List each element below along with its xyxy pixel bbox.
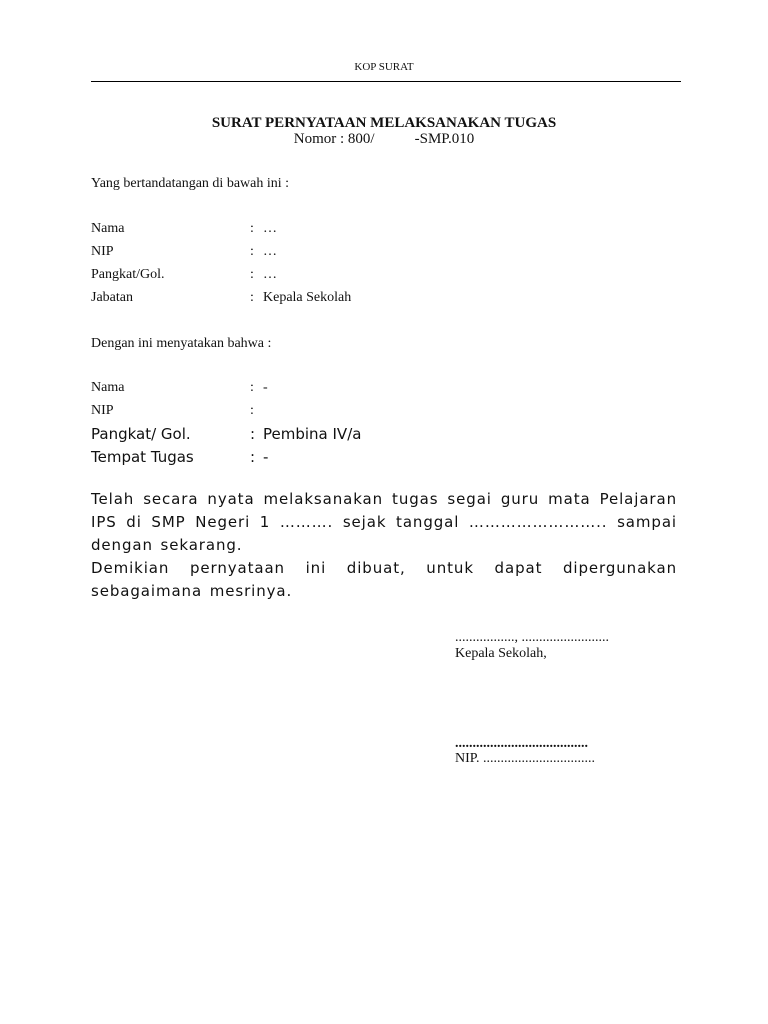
letterhead-divider (91, 81, 681, 82)
signature-place-date: ................., ......................... (455, 630, 609, 645)
subject-label-pangkat: Pangkat/ Gol. (91, 425, 191, 443)
document-number-prefix: Nomor : 800/ (293, 131, 375, 147)
signer-label-nip: NIP (91, 244, 114, 259)
subject-value-nip: : (250, 403, 254, 418)
intro-text: Yang bertandatangan di bawah ini : (91, 176, 290, 191)
subject-value-nama: : - (250, 380, 268, 395)
signer-value-nip: : … (250, 244, 277, 259)
subject-label-nama: Nama (91, 380, 125, 395)
subject-label-tempat-tugas: Tempat Tugas (91, 448, 194, 466)
subject-value-pangkat: : Pembina IV/a (250, 425, 362, 443)
signature-name-line: ...................................... (455, 736, 588, 751)
document-number (0, 131, 768, 148)
subject-value-tempat-tugas: : - (250, 448, 269, 466)
signer-value-nama: : … (250, 221, 277, 236)
signature-nip-line: NIP. ................................ (455, 751, 596, 766)
statement-intro: Dengan ini menyatakan bahwa : (91, 336, 272, 351)
signer-value-pangkat: : … (250, 267, 277, 282)
signer-label-pangkat: Pangkat/Gol. (91, 267, 165, 282)
signer-label-jabatan: Jabatan (91, 290, 133, 305)
signer-value-jabatan: : Kepala Sekolah (250, 290, 352, 305)
statement-body (91, 488, 677, 603)
letterhead-placeholder: KOP SURAT (354, 61, 414, 73)
document-number-suffix: -SMP.010 (414, 131, 475, 147)
signature-position: Kepala Sekolah, (455, 646, 547, 661)
document-title: SURAT PERNYATAAN MELAKSANAKAN TUGAS (211, 115, 557, 131)
statement-paragraph-2: Demikian pernyataan ini dibuat, untuk dapat dipergunakan sebagaimana mesrinya. (91, 559, 677, 600)
signer-label-nama: Nama (91, 221, 125, 236)
subject-label-nip: NIP (91, 403, 114, 418)
statement-paragraph-1: Telah secara nyata melaksanakan tugas segai guru mata Pelajaran IPS di SMP Negeri 1 ………. sejak tanggal …………………….. sampai dengan sekarang. (91, 490, 677, 554)
